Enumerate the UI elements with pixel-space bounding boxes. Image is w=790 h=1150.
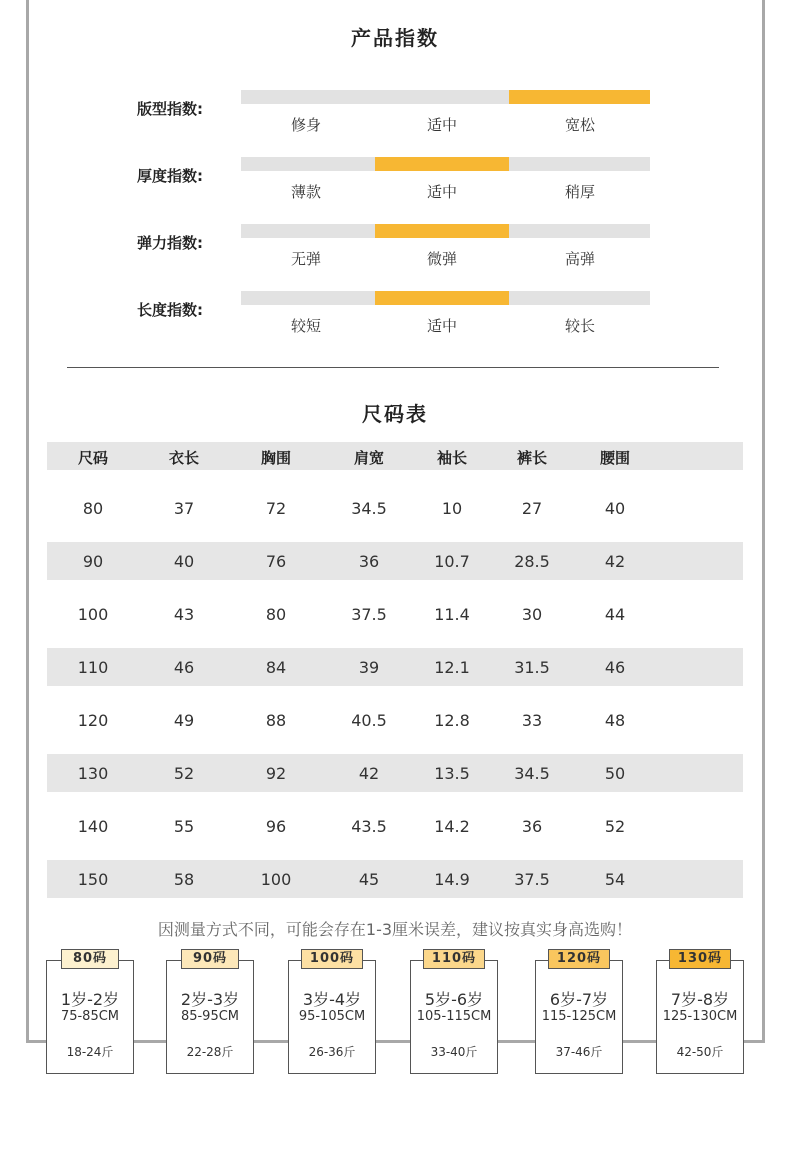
table-header-cell: 胸围 <box>260 449 291 467</box>
index-option-label: 适中 <box>426 317 457 335</box>
size-card-age: 6岁-7岁 <box>549 990 609 1009</box>
index-bar-segment-selected <box>375 157 509 171</box>
size-card-age: 7岁-8岁 <box>670 990 730 1009</box>
table-cell: 12.8 <box>434 711 470 730</box>
size-card-height: 75-85CM <box>60 1009 120 1024</box>
index-row <box>0 224 790 284</box>
table-cell: 130 <box>77 764 109 783</box>
size-card-age: 1岁-2岁 <box>60 990 120 1009</box>
table-cell: 150 <box>77 870 109 889</box>
table-cell: 30 <box>521 605 543 624</box>
table-cell: 10 <box>441 499 463 518</box>
size-card <box>535 960 623 1074</box>
index-option-label: 适中 <box>426 116 457 134</box>
size-card-height: 95-105CM <box>298 1009 366 1024</box>
index-option-label: 无弹 <box>290 250 321 268</box>
index-bar-segment-selected <box>509 90 650 104</box>
size-card-weight: 22-28斤 <box>186 1045 234 1059</box>
table-cell: 40 <box>173 552 195 571</box>
table-cell: 96 <box>265 817 287 836</box>
table-cell: 42 <box>604 552 626 571</box>
table-cell: 54 <box>604 870 626 889</box>
table-cell: 43 <box>173 605 195 624</box>
table-cell: 110 <box>77 658 109 677</box>
table-cell: 14.2 <box>434 817 470 836</box>
index-bar-segment <box>509 224 650 238</box>
index-bar-segment <box>241 90 375 104</box>
measurement-note: 因测量方式不同，可能会存在1-3厘米误差，建议按真实身高选购！ <box>157 920 633 939</box>
table-cell: 45 <box>358 870 380 889</box>
size-card <box>410 960 498 1074</box>
table-cell: 36 <box>358 552 380 571</box>
table-cell: 52 <box>604 817 626 836</box>
table-cell: 90 <box>82 552 104 571</box>
index-option-label: 微弹 <box>426 250 457 268</box>
size-card <box>46 960 134 1074</box>
table-cell: 49 <box>173 711 195 730</box>
size-card-badge: 120码 <box>548 949 610 969</box>
table-cell: 42 <box>358 764 380 783</box>
size-card-weight: 26-36斤 <box>308 1045 356 1059</box>
index-row <box>0 90 790 150</box>
table-cell: 140 <box>77 817 109 836</box>
size-table-title: 尺码表 <box>362 402 428 426</box>
size-card-height: 105-115CM <box>416 1009 492 1024</box>
size-card <box>656 960 744 1074</box>
index-bar-segment <box>241 157 375 171</box>
table-cell: 27 <box>521 499 543 518</box>
table-cell: 36 <box>521 817 543 836</box>
size-card-weight: 37-46斤 <box>555 1045 603 1059</box>
index-bar-segment <box>241 291 375 305</box>
index-option-label: 稍厚 <box>564 183 595 201</box>
index-label: 弹力指数: <box>137 234 203 252</box>
table-cell: 13.5 <box>434 764 470 783</box>
size-card-badge: 130码 <box>669 949 731 969</box>
size-card <box>288 960 376 1074</box>
index-option-label: 宽松 <box>564 116 595 134</box>
table-cell: 50 <box>604 764 626 783</box>
index-bar-segment <box>509 291 650 305</box>
table-cell: 37.5 <box>514 870 550 889</box>
size-card-age: 3岁-4岁 <box>302 990 362 1009</box>
size-card-badge: 100码 <box>301 949 363 969</box>
size-card-weight: 33-40斤 <box>430 1045 478 1059</box>
table-cell: 88 <box>265 711 287 730</box>
table-cell: 40 <box>604 499 626 518</box>
table-cell: 34.5 <box>351 499 387 518</box>
table-cell: 120 <box>77 711 109 730</box>
table-header-cell: 裤长 <box>516 449 547 467</box>
size-card-height: 115-125CM <box>541 1009 617 1024</box>
table-cell: 11.4 <box>434 605 470 624</box>
table-cell: 46 <box>604 658 626 677</box>
index-bar-segment-selected <box>375 224 509 238</box>
table-cell: 48 <box>604 711 626 730</box>
size-card-badge: 90码 <box>181 949 239 969</box>
size-card-age: 2岁-3岁 <box>180 990 240 1009</box>
table-cell: 80 <box>82 499 104 518</box>
table-header-cell: 腰围 <box>599 449 630 467</box>
size-card-age: 5岁-6岁 <box>424 990 484 1009</box>
table-cell: 37.5 <box>351 605 387 624</box>
table-header-cell: 尺码 <box>77 449 108 467</box>
table-cell: 100 <box>260 870 292 889</box>
index-bar-segment <box>509 157 650 171</box>
table-header-cell: 衣长 <box>168 449 199 467</box>
table-cell: 84 <box>265 658 287 677</box>
size-card-badge: 80码 <box>61 949 119 969</box>
table-cell: 43.5 <box>351 817 387 836</box>
index-label: 厚度指数: <box>137 167 203 185</box>
table-cell: 55 <box>173 817 195 836</box>
index-label: 版型指数: <box>137 100 203 118</box>
table-header-cell: 袖长 <box>436 449 467 467</box>
size-card-weight: 18-24斤 <box>66 1045 114 1059</box>
index-bar-segment <box>375 90 509 104</box>
table-cell: 72 <box>265 499 287 518</box>
index-row <box>0 157 790 217</box>
size-card-height: 125-130CM <box>662 1009 738 1024</box>
index-option-label: 较长 <box>564 317 595 335</box>
index-option-label: 薄款 <box>290 183 321 201</box>
index-option-label: 高弹 <box>564 250 595 268</box>
table-cell: 12.1 <box>434 658 470 677</box>
index-label: 长度指数: <box>137 301 203 319</box>
table-cell: 58 <box>173 870 195 889</box>
table-cell: 80 <box>265 605 287 624</box>
table-cell: 46 <box>173 658 195 677</box>
section-divider <box>67 367 719 368</box>
table-cell: 37 <box>173 499 195 518</box>
table-cell: 31.5 <box>514 658 550 677</box>
size-card <box>166 960 254 1074</box>
table-cell: 76 <box>265 552 287 571</box>
table-cell: 39 <box>358 658 380 677</box>
index-row <box>0 291 790 351</box>
size-card-badge: 110码 <box>423 949 485 969</box>
index-option-label: 适中 <box>426 183 457 201</box>
table-cell: 33 <box>521 711 543 730</box>
size-card-weight: 42-50斤 <box>676 1045 724 1059</box>
table-cell: 14.9 <box>434 870 470 889</box>
table-header-cell: 肩宽 <box>353 449 384 467</box>
table-cell: 10.7 <box>434 552 470 571</box>
table-cell: 52 <box>173 764 195 783</box>
table-cell: 40.5 <box>351 711 387 730</box>
table-cell: 100 <box>77 605 109 624</box>
index-bar-segment <box>241 224 375 238</box>
index-bar-segment-selected <box>375 291 509 305</box>
table-cell: 34.5 <box>514 764 550 783</box>
frame-bottom-border <box>26 1040 765 1043</box>
table-cell: 44 <box>604 605 626 624</box>
index-option-label: 修身 <box>290 116 321 134</box>
index-option-label: 较短 <box>290 317 321 335</box>
table-cell: 92 <box>265 764 287 783</box>
product-index-title: 产品指数 <box>351 26 439 50</box>
size-card-height: 85-95CM <box>180 1009 240 1024</box>
table-cell: 28.5 <box>514 552 550 571</box>
